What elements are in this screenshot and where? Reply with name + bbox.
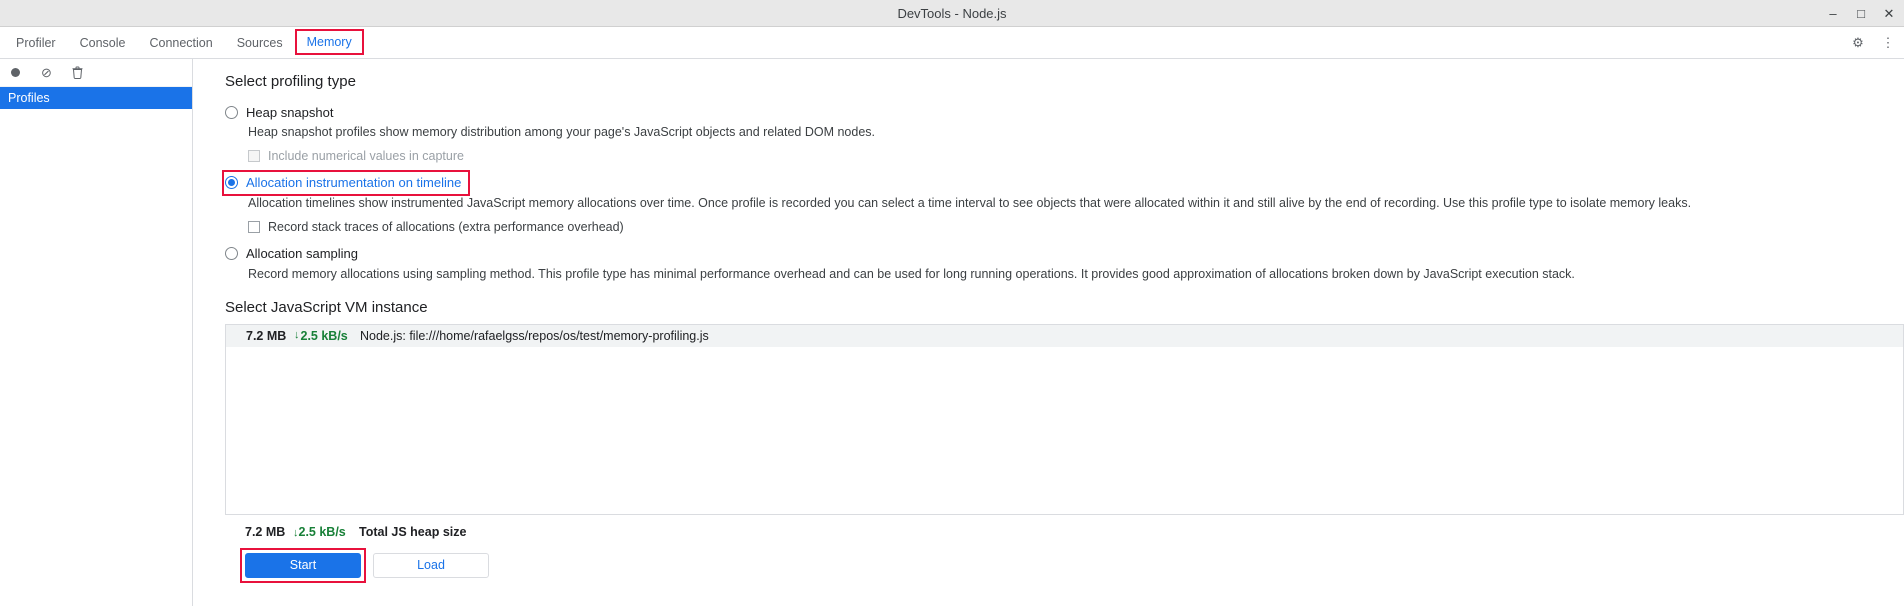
tab-memory-label: Memory [306,35,352,49]
more-vertical-icon[interactable]: ⋮ [1881,34,1895,50]
start-button-highlight [245,553,361,578]
window-controls [1826,0,1896,26]
profiling-panel [193,59,1904,606]
allocation-instrumentation-description: Allocation timelines show instrumented JavaScript memory allocations over time. Once profile is recorded you can select a time interval to see objects that were allocated within it and still alive by the end of recording. Use this profile type to isolate memory leaks. [248,195,1692,210]
tab-profiler[interactable] [4,27,68,58]
sidebar [0,59,193,606]
devtools-tabstrip [0,27,1904,59]
allocation-instrumentation-label: Allocation instrumentation on timeline [246,175,462,191]
totals-row [245,525,1904,539]
heap-snapshot-label: Heap snapshot [246,104,334,120]
vm-heap-size: 7.2 MB [246,328,287,343]
profiling-option-allocation-instrumentation [225,173,1904,236]
start-button[interactable]: Start [245,553,361,578]
tabstrip-actions [1850,27,1896,58]
window-titlebar [0,0,1904,27]
vm-instance-row[interactable] [226,325,1903,347]
record-stack-traces-checkbox[interactable] [248,221,260,233]
tab-sources[interactable] [225,27,295,58]
include-numerical-values-label: Include numerical values in capture [268,148,464,163]
vm-heap-rate [294,329,360,343]
tab-profiler-label: Profiler [16,35,56,50]
vm-heap-rate-value: 2.5 kB/s [300,328,348,343]
tab-sources-label: Sources [236,35,283,50]
minimize-icon[interactable]: ‒ [1829,5,1837,21]
page-title: Select profiling type [225,73,356,90]
tab-list [0,27,364,58]
sidebar-item-profiles[interactable] [0,87,192,109]
tab-connection[interactable] [137,27,224,58]
record-stack-traces-row[interactable] [248,218,1904,236]
clear-icon[interactable]: ⊘ [41,64,52,80]
tab-console-label: Console [79,35,126,50]
record-icon[interactable] [7,64,24,81]
vm-instance-list[interactable] [225,324,1904,515]
profiling-option-allocation-sampling [225,244,1904,283]
profiling-option-heap-snapshot [225,102,1904,165]
load-button[interactable]: Load [373,553,489,578]
allocation-instrumentation-row[interactable] [225,173,467,193]
heap-snapshot-description: Heap snapshot profiles show memory distribution among your page's JavaScript objects and related DOM nodes. [248,125,876,139]
down-arrow-icon: ↓ [294,329,300,342]
main-area [0,59,1904,606]
tab-console[interactable] [68,27,138,58]
gear-icon[interactable]: ⚙ [1852,34,1864,50]
total-heap-rate-value: 2.5 kB/s [298,524,346,539]
tab-connection-label: Connection [149,35,213,50]
total-heap-size-value: 7.2 MB [245,524,286,539]
include-numerical-values-checkbox[interactable] [248,150,260,162]
close-icon[interactable]: ✕ [1883,5,1895,21]
action-buttons [245,553,1904,578]
heap-snapshot-row[interactable] [225,102,1904,122]
down-arrow-icon-total: ↓ [293,526,299,539]
trash-icon[interactable] [69,64,86,81]
allocation-sampling-row[interactable] [225,244,1904,264]
total-heap-rate [293,525,359,539]
sidebar-item-label: Profiles [8,91,50,105]
heap-snapshot-radio[interactable] [225,106,238,119]
tab-memory[interactable] [295,29,364,55]
allocation-sampling-radio[interactable] [225,247,238,260]
allocation-sampling-description: Record memory allocations using sampling method. This profile type has minimal performance overhead and can be used for long running operations. It provides good approximation of allocations broken down by JavaScript execution stack. [248,266,1575,281]
maximize-icon[interactable]: □ [1857,5,1865,21]
total-heap-size-label: Total JS heap size [359,524,467,539]
window-title: DevTools - Node.js [897,5,1007,21]
sidebar-toolbar [0,59,192,87]
vm-instance-name: Node.js: file:///home/rafaelgss/repos/os/test/memory-profiling.js [360,328,709,343]
allocation-instrumentation-radio[interactable] [225,176,238,189]
vm-instance-title: Select JavaScript VM instance [225,298,428,316]
include-numerical-values-row[interactable] [248,147,1904,165]
allocation-sampling-label: Allocation sampling [246,246,359,262]
record-stack-traces-label: Record stack traces of allocations (extra performance overhead) [268,219,624,234]
